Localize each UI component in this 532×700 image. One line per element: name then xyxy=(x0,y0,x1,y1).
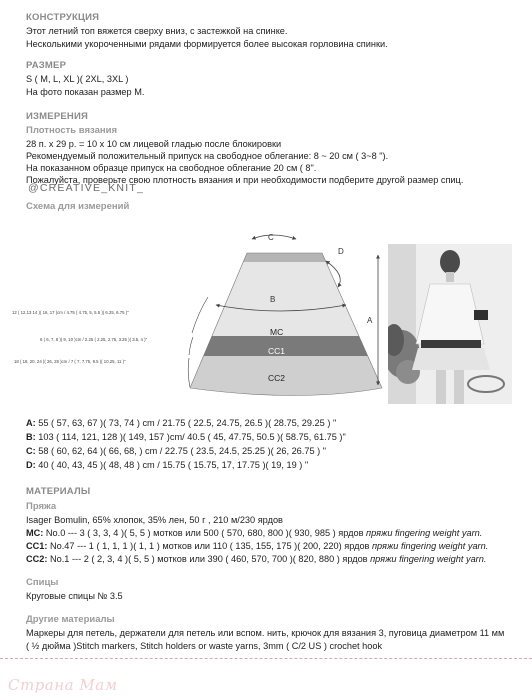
yarn-cc2: CC2: No.1 --- 2 ( 2, 3, 4 )( 5, 5 ) мотков или 390 ( 460, 570, 700 )( 820, 880 ) ярдов пряжи fingering weight yarn. xyxy=(26,554,487,564)
size-line: На фото показан размер M. xyxy=(26,87,145,97)
schema-heading: Схема для измерений xyxy=(26,201,130,212)
label-c: C xyxy=(268,233,274,242)
needles-heading: Спицы xyxy=(26,577,59,588)
sample-ease-line: На показанном образце припуск на свободное облегание 20 см ( 8". xyxy=(26,163,317,173)
label-mc: MC xyxy=(270,327,284,337)
other-materials-heading: Другие материалы xyxy=(26,614,115,625)
dimension-c: C: 58 ( 60, 62, 64 )( 66, 68, ) cm / 22.75 ( 23.5, 24.5, 25.25 )( 26, 26.75 ) " xyxy=(26,446,326,456)
label-cc2: CC2 xyxy=(268,373,286,383)
label-cc1: CC1 xyxy=(268,346,286,356)
gauge-heading: Плотность вязания xyxy=(26,125,118,136)
other-materials-line: Маркеры для петель, держатели для петель или вспом. нить, крючок для вязания 3, пуговица диаметром 11 мм xyxy=(26,628,505,638)
measure-c-arrow xyxy=(252,235,296,239)
measurement-schematic xyxy=(0,225,388,410)
cc2-section xyxy=(180,356,388,410)
construction-line: Этот летний топ вяжется сверху вниз, с застежкой на спинке. xyxy=(26,26,288,36)
gauge-note-line: Пожалуйста, проверьте свою плотность вязания и при необходимости подберите другой размер спиц. xyxy=(26,175,464,185)
instagram-watermark: @CREATIVE_KNIT_ xyxy=(28,182,144,194)
cc1-height-bracket xyxy=(189,337,193,355)
mc-height-bracket xyxy=(192,297,208,333)
measurements-heading: ИЗМЕРЕНИЯ xyxy=(26,111,89,122)
site-logo: Страна Мам xyxy=(8,676,118,694)
size-line: S ( M, L, XL )( 2XL, 3XL ) xyxy=(26,74,129,84)
cc2-height-bracket xyxy=(188,358,190,387)
mc-section xyxy=(180,253,388,336)
other-materials-line: ( ½ дюйма )Stitch markers, Stitch holders or waste yarns, 3mm ( C/2 US ) crochet hook xyxy=(26,641,383,651)
label-d: D xyxy=(338,247,344,256)
dimension-d: D: 40 ( 40, 43, 45 )( 48, 48 ) cm / 15.75 ( 15.75, 17, 17.75 )( 19, 19 ) " xyxy=(26,460,309,470)
footer-divider xyxy=(0,658,532,659)
yarn-mc: MC: No.0 --- 3 ( 3, 3, 4 )( 5, 5 ) мотков или 500 ( 570, 680, 800 )( 930, 985 ) ярдов пряжи fingering weight yarn. xyxy=(26,528,483,538)
construction-heading: КОНСТРУКЦИЯ xyxy=(26,12,100,23)
label-b: B xyxy=(270,295,276,304)
ease-line: Рекомендуемый положительный припуск на свободное облегание: 8 ~ 20 см ( 3~8 "). xyxy=(26,151,389,161)
construction-line: Несколькими укороченными рядами формируется более высокая горловина спинки. xyxy=(26,39,388,49)
gauge-line: 28 п. x 29 р. = 10 x 10 см лицевой гладью после блокировки xyxy=(26,139,282,149)
materials-heading: МАТЕРИАЛЫ xyxy=(26,486,91,497)
dimension-b: B: 103 ( 114, 121, 128 )( 149, 157 )cm/ 40.5 ( 45, 47.75, 50.5 )( 58.75, 61.75 )" xyxy=(26,432,346,442)
size-heading: РАЗМЕР xyxy=(26,60,67,71)
model-photo xyxy=(388,244,512,404)
dimension-a: A: 55 ( 57, 63, 67 )( 73, 74 ) cm / 21.75 ( 22.5, 24.75, 26.5 )( 28.75, 29.25 ) " xyxy=(26,418,337,428)
yarn-name: Isager Bomulin, 65% хлопок, 35% лен, 50 г , 210 м/230 ярдов xyxy=(26,515,283,525)
needles-line: Круговые спицы № 3.5 xyxy=(26,591,123,601)
label-a: A xyxy=(367,316,373,325)
yarn-cc1: CC1: No.47 --- 1 ( 1, 1, 1 )( 1, 1 ) мотков или 110 ( 135, 155, 175 )( 200, 220) ярдов пряжи fingering weight yarn. xyxy=(26,541,489,551)
cc1-height-note: 6 ( 6, 7, 8 )( 9, 10 )cm / 2.25 ( 2.25, 2.75, 3.25 )( 3.5, 4 )" xyxy=(40,337,148,342)
yarn-heading: Пряжа xyxy=(26,501,57,512)
neckline-band xyxy=(180,253,388,262)
cc2-height-note: 18 ( 18, 20, 24 )( 26, 28 )cm / 7 ( 7, 7.75, 9.5 )( 10.25, 11 )" xyxy=(14,359,126,364)
mc-height-note: 12 ( 12,13 14 )( 16, 17 )cm / 4.75 ( 4.75, 5, 5.5 )( 6.25, 6.75 )" xyxy=(12,310,129,315)
